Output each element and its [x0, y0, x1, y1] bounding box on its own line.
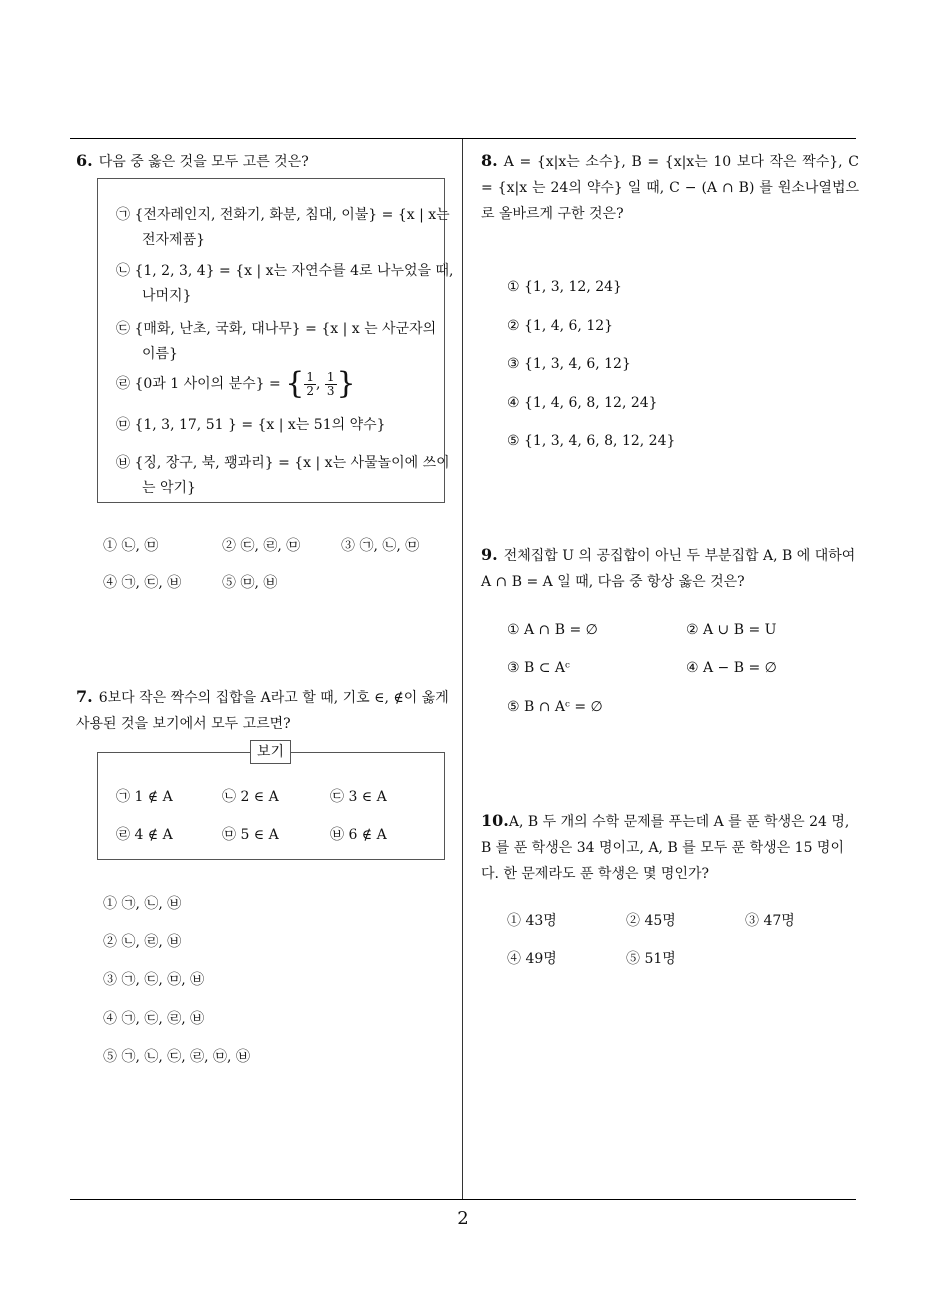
item-text: {1, 3, 17, 51 } = {x | x는 51의 약수} — [134, 417, 386, 433]
q8-option-1[interactable]: ① {1, 3, 12, 24} — [507, 279, 622, 295]
q8-option-2[interactable]: ② {1, 4, 6, 12} — [507, 318, 614, 334]
question-7-stem — [76, 684, 456, 737]
bogi-item-6: ㉥ 6 ∉ A — [330, 827, 387, 843]
item-nieun — [116, 259, 454, 309]
q10-option-3[interactable]: ③ 47명 — [745, 913, 795, 929]
q8-option-5[interactable]: ⑤ {1, 3, 4, 6, 8, 12, 24} — [507, 433, 676, 449]
question-number: 10. — [481, 811, 509, 830]
bogi-item-1: ㉠ 1 ∉ A — [116, 789, 173, 805]
q9-option-2[interactable]: ② A ∪ B = U — [686, 622, 777, 638]
fraction-one-third: $\frac{1}{3}$ — [326, 369, 335, 398]
question-8-stem — [481, 148, 859, 227]
question-number: 8. — [481, 151, 498, 170]
q6-option-4[interactable]: ④ ㉠, ㉢, ㉥ — [103, 575, 182, 591]
item-rieul: ㉣ {0과 1 사이의 분수} = { $\frac{1}{2}$ , $\frac{1}{3}$ } — [116, 366, 356, 401]
question-number: 9. — [481, 545, 498, 564]
left-brace: { — [285, 366, 305, 401]
item-giyeok — [116, 203, 454, 253]
question-6-box — [97, 178, 454, 503]
bogi-box — [97, 752, 445, 860]
top-rule — [70, 138, 856, 139]
bogi-item-2: ㉡ 2 ∈ A — [222, 789, 279, 805]
q7-option-2[interactable]: ② ㉡, ㉣, ㉥ — [103, 934, 182, 950]
page-number: 2 — [457, 1208, 469, 1229]
question-text: 전체집합 U 의 공집합이 아닌 두 부분집합 A, B 에 대하여 A ∩ B = A 일 때, 다음 중 항상 옳은 것은? — [481, 548, 856, 590]
q9-option-4[interactable]: ④ A − B = ∅ — [686, 660, 777, 676]
item-label: ㉤ — [116, 417, 130, 433]
q9-option-3[interactable]: ③ B ⊂ Aᶜ — [507, 660, 570, 676]
item-label: ㉠ — [116, 207, 130, 223]
item-label: ㉡ — [116, 263, 130, 279]
item-label: ㉢ — [116, 321, 130, 337]
item-mieum — [116, 413, 454, 438]
item-text: {징, 장구, 북, 꽹과리} = {x | x는 사물놀이에 쓰이는 악기} — [134, 455, 450, 496]
q6-option-5[interactable]: ⑤ ㉤, ㉥ — [222, 575, 278, 591]
right-brace: } — [336, 366, 356, 401]
q8-option-4[interactable]: ④ {1, 4, 6, 8, 12, 24} — [507, 395, 658, 411]
question-text: 다음 중 옳은 것을 모두 고른 것은? — [98, 154, 309, 170]
q10-option-1[interactable]: ① 43명 — [507, 913, 557, 929]
bottom-rule — [70, 1199, 856, 1200]
item-label: ㉥ — [116, 455, 130, 471]
item-bieup — [116, 451, 454, 501]
q8-option-3[interactable]: ③ {1, 3, 4, 6, 12} — [507, 356, 631, 372]
question-6-stem — [76, 148, 446, 175]
q6-option-3[interactable]: ③ ㉠, ㉡, ㉤ — [341, 538, 420, 554]
question-9-stem — [481, 542, 859, 595]
q6-option-1[interactable]: ① ㉡, ㉤ — [103, 538, 159, 554]
q9-option-1[interactable]: ① A ∩ B = ∅ — [507, 622, 598, 638]
bogi-item-4: ㉣ 4 ∉ A — [116, 827, 173, 843]
bogi-item-5: ㉤ 5 ∈ A — [222, 827, 279, 843]
item-label: ㉣ — [116, 376, 130, 392]
q9-option-5[interactable]: ⑤ B ∩ Aᶜ = ∅ — [507, 699, 603, 715]
q10-option-2[interactable]: ② 45명 — [626, 913, 676, 929]
question-10-stem — [481, 808, 859, 887]
bogi-label: 보기 — [250, 740, 291, 764]
item-text: {매화, 난초, 국화, 대나무} = {x | x 는 사군자의 이름} — [134, 321, 437, 362]
question-text: A = {x|x는 소수}, B = {x|x는 10 보다 작은 짝수}, C = {x|x 는 24의 약수} 일 때, C − (A ∩ B) 를 원소나열법으로 올바르게 구한 것은? — [481, 154, 859, 222]
q7-option-1[interactable]: ① ㉠, ㉡, ㉥ — [103, 896, 182, 912]
q7-option-3[interactable]: ③ ㉠, ㉢, ㉤, ㉥ — [103, 972, 205, 988]
fraction-one-half: $\frac{1}{2}$ — [306, 369, 314, 398]
q7-option-4[interactable]: ④ ㉠, ㉢, ㉣, ㉥ — [103, 1011, 205, 1027]
bogi-item-3: ㉢ 3 ∈ A — [330, 789, 387, 805]
q10-option-4[interactable]: ④ 49명 — [507, 951, 557, 967]
question-number: 7. — [76, 687, 93, 706]
q7-option-5[interactable]: ⑤ ㉠, ㉡, ㉢, ㉣, ㉤, ㉥ — [103, 1049, 250, 1065]
q6-option-2[interactable]: ② ㉢, ㉣, ㉤ — [222, 538, 301, 554]
column-divider — [462, 139, 463, 1199]
item-text: {0과 1 사이의 분수} = — [134, 376, 286, 392]
q10-option-5[interactable]: ⑤ 51명 — [626, 951, 676, 967]
item-digeut — [116, 317, 454, 367]
question-number: 6. — [76, 151, 93, 170]
question-text: 6보다 작은 짝수의 집합을 A라고 할 때, 기호 ∈, ∉이 옳게 사용된 것을 보기에서 모두 고르면? — [76, 690, 449, 732]
item-text: {1, 2, 3, 4} = {x | x는 자연수를 4로 나누었을 때, 나머지} — [134, 263, 454, 304]
item-text: {전자레인지, 전화기, 화분, 침대, 이불} = {x | x는 전자제품} — [134, 207, 450, 248]
question-text: A, B 두 개의 수학 문제를 푸는데 A 를 푼 학생은 24 명, B 를 푼 학생은 34 명이고, A, B 를 모두 푼 학생은 15 명이다. 한 문제라도 푼 학생은 몇 명인가? — [481, 814, 850, 882]
